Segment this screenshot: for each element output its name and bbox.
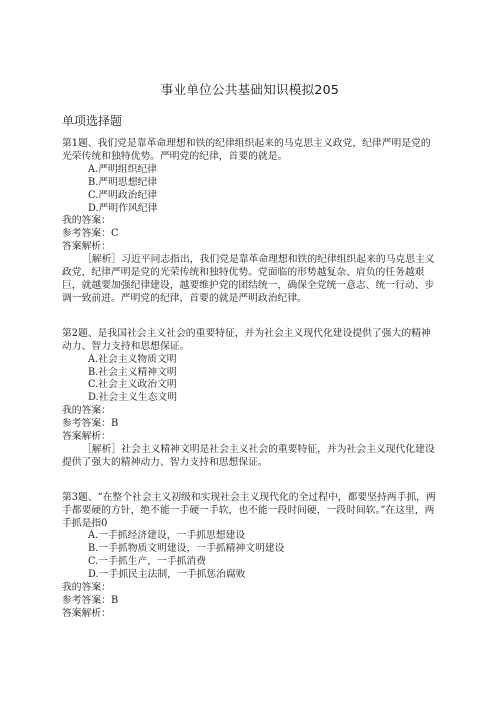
reference-answer-label: 参考答案： (62, 595, 111, 606)
analysis-label: 答案解析： (62, 607, 111, 619)
question-stem: 第2题、是我国社会主义社会的重要特征，并为社会主义现代化建设提供了强大的精神动力、智力支持和思想保证。 (62, 327, 431, 352)
question-1 (62, 138, 440, 306)
option-a: A.严明组织纪律 (88, 163, 157, 175)
option-d: D.严明作风纪律 (88, 202, 158, 214)
reference-answer-label: 参考答案： (62, 228, 111, 240)
option-c: C.社会主义政治文明 (88, 379, 177, 391)
my-answer-label: 我的答案： (62, 215, 111, 227)
reference-answer (62, 228, 440, 241)
option-c: C.一手抓生产，一手抓消费 (88, 556, 207, 568)
question-stem: 第3题、“在整个社会主义初级和实现社会主义现代化的全过程中，都要坚持两手抓，两手都要硬的方针，绝不能一手硬一手软，也不能一段时间硬，一段时间软。”在这里，两手抓是指0 (62, 491, 436, 529)
reference-answer (62, 418, 440, 431)
reference-answer-value: B (110, 595, 119, 606)
my-answer-label: 我的答案： (62, 405, 111, 417)
analysis-label: 答案解析： (62, 241, 111, 253)
question-list (62, 138, 440, 643)
option-a: A.一手抓经济建设，一手抓思想建设 (88, 530, 246, 542)
analysis-text: ［解析］社会主义精神文明是社会主义社会的重要特征，并为社会主义现代化建设提供了强大的精神动力、智力支持和思想保证。 (62, 443, 435, 468)
reference-answer-value: C (110, 228, 119, 240)
analysis-text: ［解析］习近平同志指出，我们党是靠革命理想和铁的纪律组织起来的马克思主义政党，纪律严明是党的光荣传统和独特优势。党面临的形势越复杂、肩负的任务越艰巨，就越要加强纪律建设，越要维护党的团结统一，确保全党统一意志、统一行动、步调一致前进。严明党的纪律，首要的就是严明政治纪律。 (62, 254, 435, 304)
analysis-label: 答案解析： (62, 431, 111, 443)
reference-answer (62, 595, 440, 608)
my-answer-label: 我的答案： (62, 582, 111, 594)
option-c: C.严明政治纪律 (88, 189, 158, 201)
page-title: 事业单位公共基础知识模拟205 (160, 82, 340, 97)
option-d: D.一手抓民主法制，一手抓惩治腐败 (88, 569, 246, 581)
option-b: B.社会主义精神文明 (88, 366, 177, 378)
option-b: B.严明思想纪律 (88, 176, 158, 188)
section-heading: 单项选择题 (62, 114, 123, 128)
reference-answer-value: B (110, 418, 119, 430)
option-b: B.一手抓物质文明建设，一手抓精神文明建设 (88, 543, 285, 555)
question-stem: 第1题、我们党是靠革命理想和铁的纪律组织起来的马克思主义政党，纪律严明是党的光荣传统和独特优势。严明党的纪律，首要的就是。 (62, 138, 431, 162)
option-d: D.社会主义生态文明 (88, 392, 177, 404)
question-2 (62, 328, 440, 470)
question-3 (62, 492, 440, 621)
reference-answer-label: 参考答案： (62, 418, 111, 430)
option-a: A.社会主义物质文明 (88, 353, 177, 365)
